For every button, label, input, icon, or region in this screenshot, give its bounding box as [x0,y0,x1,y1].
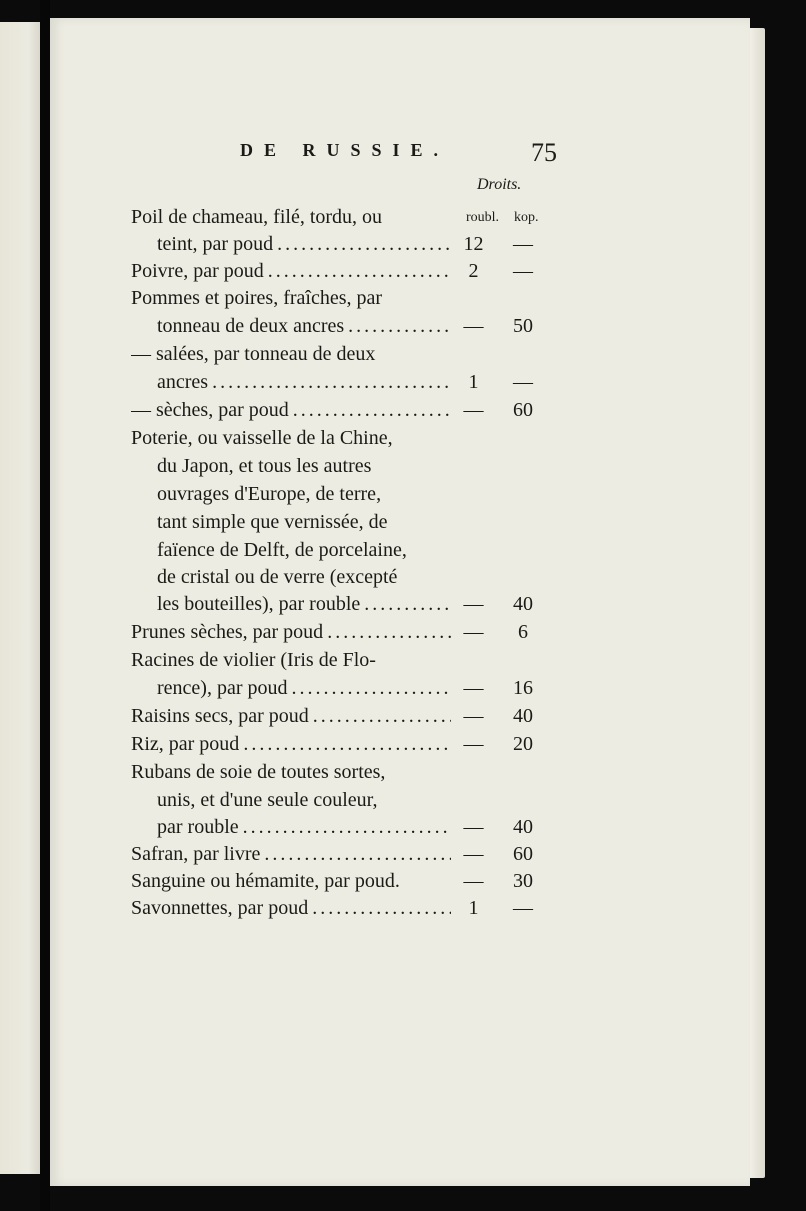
entry-text: Poil de chameau, filé, tordu, ou [131,206,383,228]
duty-roubles: 1 [468,371,479,393]
entry-row [131,813,561,841]
duty-kopecks: 40 [513,816,533,838]
duty-roubles: — [463,870,484,892]
entry-text: teint, par poud . . . [157,230,451,258]
unit-roubles: roubl. [466,210,500,225]
duty-kopecks: 16 [513,677,533,699]
entry-row [131,563,561,591]
entry-row [131,840,561,868]
entry-text: Prunes sèches, par poud . . . [131,618,451,646]
duty-kopecks: 30 [513,870,533,892]
entry-row [131,396,561,424]
entry-text: ancres . . . [157,368,451,396]
duty-kopecks: 60 [513,399,533,421]
duty-roubles: — [463,677,484,699]
entry-row [131,312,561,340]
entry-text: de cristal ou de verre (excepté [157,566,398,588]
duty-kopecks: 50 [513,315,533,337]
entry-text: Poivre, par poud . . . [131,257,451,285]
running-head: DE RUSSIE. [240,140,450,160]
unit-kopecks: kop. [514,210,539,225]
entry-row [131,230,561,258]
entry-row [131,480,561,508]
entry-text: Poterie, ou vaisselle de la Chine, [131,427,393,449]
duty-roubles: 12 [463,233,484,255]
entry-row [131,867,561,895]
entry-text: Racines de violier (Iris de Flo- [131,649,376,671]
entry-row [131,508,561,536]
duty-roubles: — [463,843,484,865]
entry-text: — sèches, par poud . . . [131,396,451,424]
entry-row [131,618,561,646]
duty-roubles: — [463,816,484,838]
duty-roubles: — [463,733,484,755]
entry-row [131,674,561,702]
entry-text: par rouble . . . [157,813,451,841]
duty-roubles: — [463,621,484,643]
duty-kopecks: 40 [513,593,533,615]
entry-row [131,730,561,758]
entry-text: unis, et d'une seule couleur, [157,789,378,811]
duty-roubles: — [463,705,484,727]
entry-row [131,452,561,480]
entry-row [131,894,561,922]
duty-kopecks: — [513,233,533,255]
entry-text: faïence de Delft, de porcelaine, [157,539,407,561]
duty-kopecks: — [513,260,533,282]
entry-row [131,203,561,231]
entry-row [131,536,561,564]
duty-roubles: — [463,399,484,421]
duty-roubles: — [463,593,484,615]
column-head-droits: Droits. [477,176,522,193]
duty-kopecks: — [513,371,533,393]
entry-text: rence), par poud . . . [157,674,451,702]
duty-roubles: 1 [468,897,479,919]
entry-row [131,340,561,368]
entry-text: Raisins secs, par poud . . . [131,702,451,730]
entry-row [131,424,561,452]
entry-text: ouvrages d'Europe, de terre, [157,483,382,505]
entry-text: Sanguine ou hémamite, par poud. [131,870,400,892]
duty-roubles: — [463,315,484,337]
previous-page-edge [0,22,40,1174]
entry-text: Rubans de soie de toutes sortes, [131,761,386,783]
entry-row [131,646,561,674]
entry-text: Riz, par poud . . . [131,730,451,758]
entry-row [131,786,561,814]
book-gutter [40,0,50,1211]
duty-kopecks: — [513,897,533,919]
page-number: 75 [531,138,557,167]
entry-text: tonneau de deux ancres . . . [157,312,451,340]
entry-row [131,368,561,396]
entry-text: du Japon, et tous les autres [157,455,372,477]
entry-text: Safran, par livre . . . [131,840,451,868]
entry-row [131,758,561,786]
entry-text: — salées, par tonneau de deux [131,343,376,365]
duty-kopecks: 20 [513,733,533,755]
duty-kopecks: 6 [518,621,528,643]
entry-text: Pommes et poires, fraîches, par [131,287,383,309]
entry-text: Savonnettes, par poud . . . [131,894,451,922]
duty-kopecks: 60 [513,843,533,865]
duty-kopecks: 40 [513,705,533,727]
entry-row [131,257,561,285]
entry-text: tant simple que vernissée, de [157,511,388,533]
entry-row [131,590,561,618]
entry-text: les bouteilles), par rouble . . . [157,590,451,618]
duty-roubles: 2 [468,260,479,282]
entry-row [131,284,561,312]
entry-row [131,702,561,730]
